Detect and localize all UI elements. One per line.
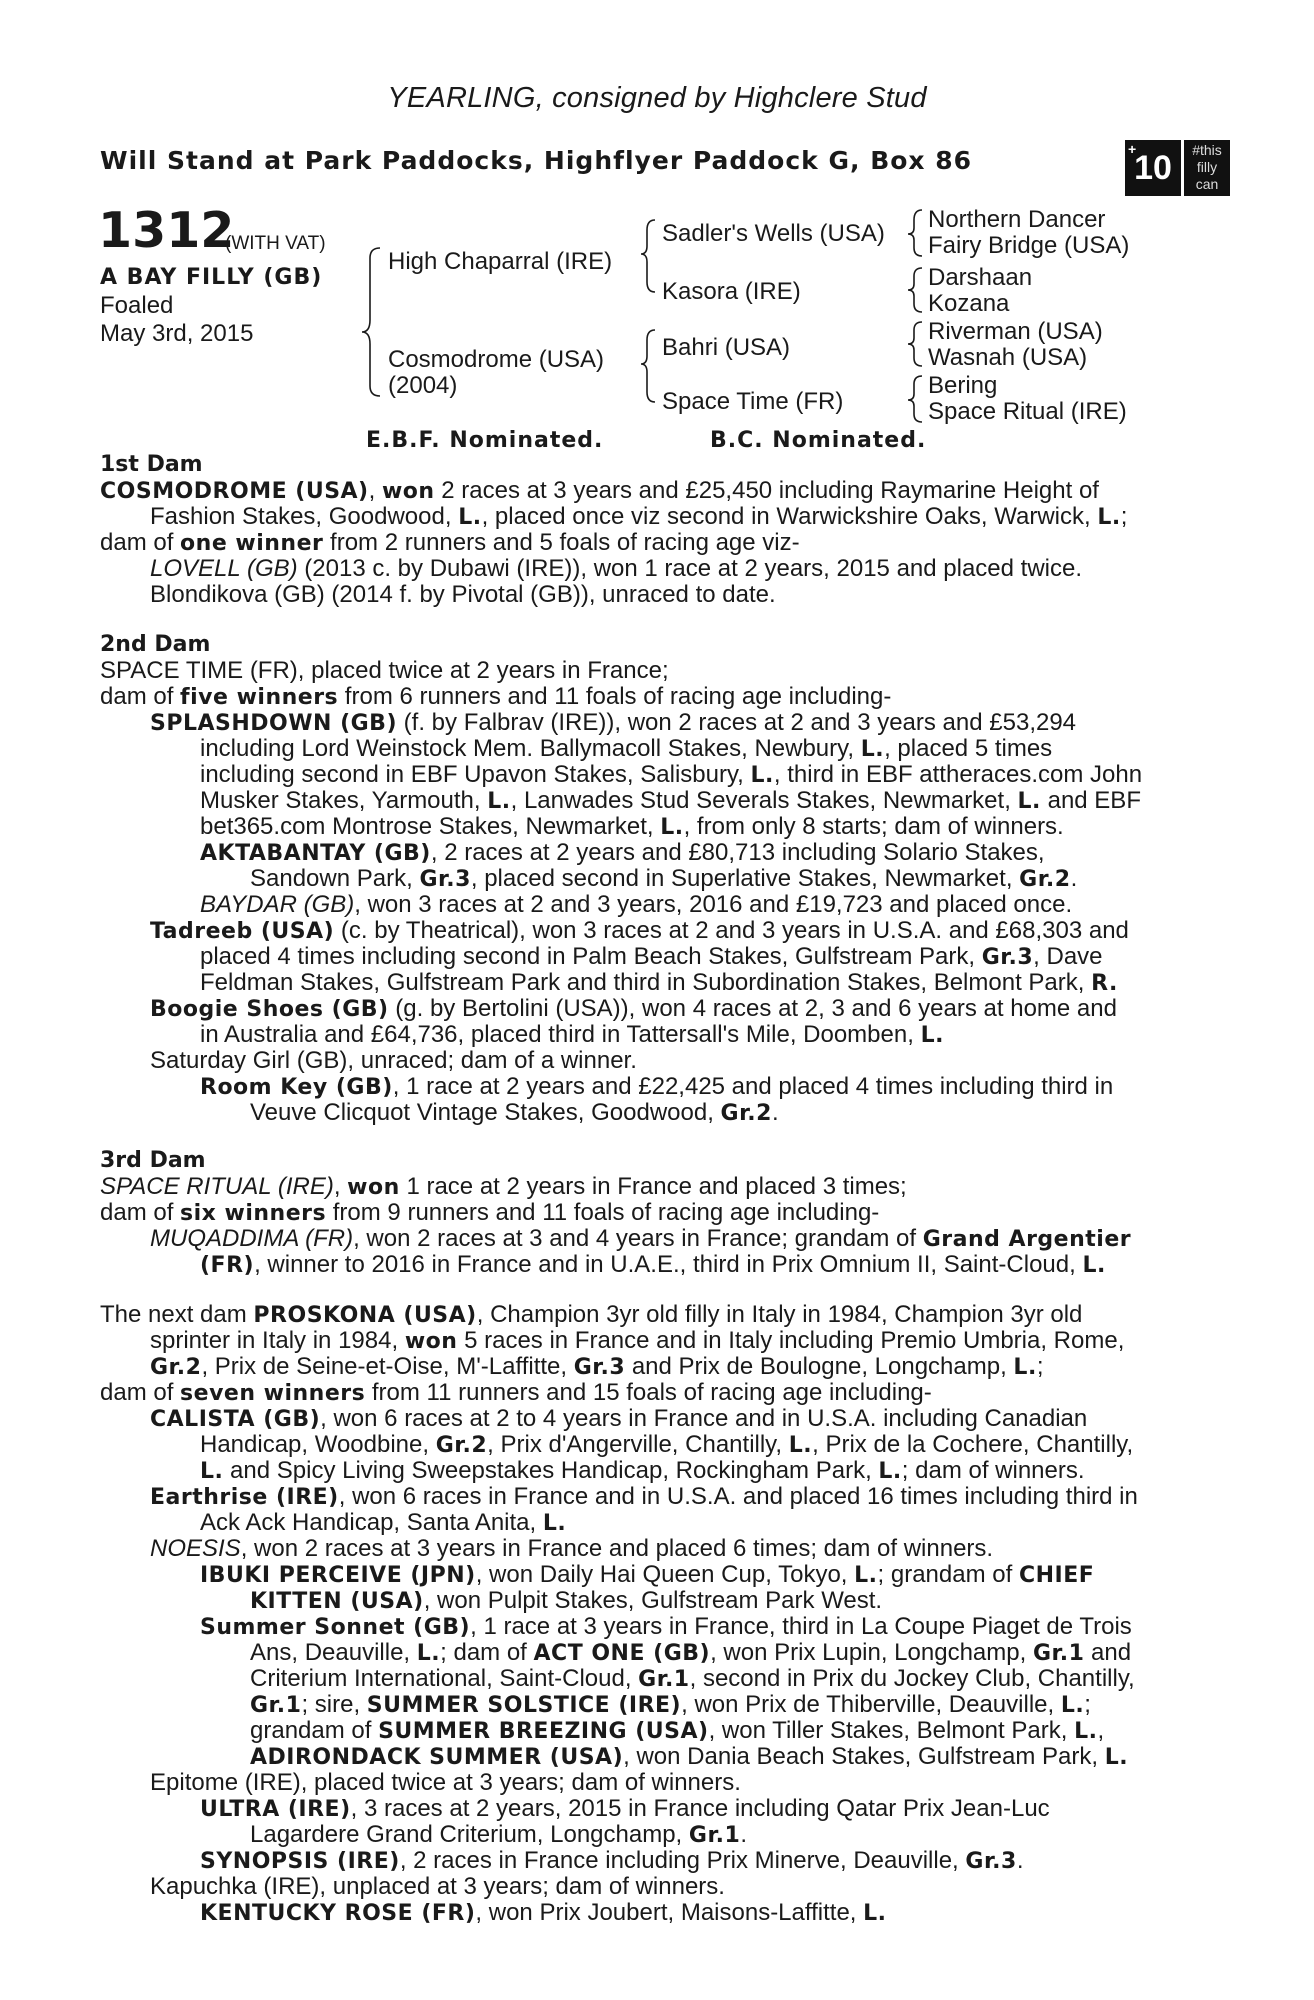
ebf-nominated: E.B.F. Nominated. xyxy=(366,428,604,453)
pedigree-dam-sire: Bahri (USA) xyxy=(662,334,791,361)
third-dam-line: (FR), winner to 2016 in France and in U.A.E., third in Prix Omnium II, Saint-Cloud, L. xyxy=(200,1251,1106,1278)
pedigree-dam-dam: Space Time (FR) xyxy=(662,388,844,415)
next-dam-line: dam of seven winners from 11 runners and 15 foals of racing age including- xyxy=(100,1379,932,1406)
second-dam-line: Sandown Park, Gr.3, placed second in Superlative Stakes, Newmarket, Gr.2. xyxy=(250,865,1078,892)
next-dam-line: CALISTA (GB), won 6 races at 2 to 4 years in France and in U.S.A. including Canadian xyxy=(150,1405,1088,1432)
first-dam-line: Fashion Stakes, Goodwood, L., placed once viz second in Warwickshire Oaks, Warwick, L.; xyxy=(150,503,1128,530)
next-dam-line: SYNOPSIS (IRE), 2 races in France including Prix Minerve, Deauville, Gr.3. xyxy=(200,1847,1024,1874)
next-dam-line: L. and Spicy Living Sweepstakes Handicap, Rockingham Park, L.; dam of winners. xyxy=(200,1457,1085,1484)
next-dam-line: KENTUCKY ROSE (FR), won Prix Joubert, Maisons-Laffitte, L. xyxy=(200,1899,887,1926)
next-dam-line: Summer Sonnet (GB), 1 race at 3 years in France, third in La Coupe Piaget de Trois xyxy=(200,1613,1132,1640)
second-dam-line: bet365.com Montrose Stakes, Newmarket, L., from only 8 starts; dam of winners. xyxy=(200,813,1064,840)
next-dam-line: Earthrise (IRE), won 6 races in France and in U.S.A. and placed 16 times including third in xyxy=(150,1483,1138,1510)
pedigree-ggp: Bering xyxy=(928,372,998,399)
second-dam-line: Musker Stakes, Yarmouth, L., Lanwades Stud Severals Stakes, Newmarket, L. and EBF xyxy=(200,787,1141,814)
pedigree-braces xyxy=(0,0,1314,440)
pedigree-ggp: Northern Dancer xyxy=(928,206,1106,233)
third-dam-heading: 3rd Dam xyxy=(100,1148,206,1173)
second-dam-line: Tadreeb (USA) (c. by Theatrical), won 3 races at 2 and 3 years in U.S.A. and £68,303 and xyxy=(150,917,1129,944)
second-dam-heading: 2nd Dam xyxy=(100,632,211,657)
foaled-label: Foaled xyxy=(100,292,174,319)
second-dam-line: SPACE TIME (FR), placed twice at 2 years in France; xyxy=(100,657,669,684)
pedigree-ggp: Darshaan xyxy=(928,264,1033,291)
next-dam-line: Lagardere Grand Criterium, Longchamp, Gr.1. xyxy=(250,1821,747,1848)
first-dam-line: LOVELL (GB) (2013 c. by Dubawi (IRE)), won 1 race at 2 years, 2015 and placed twice. xyxy=(150,555,1083,582)
first-dam-line: COSMODROME (USA), won 2 races at 3 years and £25,450 including Raymarine Height of xyxy=(100,477,1099,504)
second-dam-line: Veuve Clicquot Vintage Stakes, Goodwood, Gr.2. xyxy=(250,1099,779,1126)
pedigree-sire-dam: Kasora (IRE) xyxy=(662,278,801,305)
first-dam-line: Blondikova (GB) (2014 f. by Pivotal (GB)), unraced to date. xyxy=(150,581,776,608)
bc-nominated: B.C. Nominated. xyxy=(710,428,927,453)
foaled-date: May 3rd, 2015 xyxy=(100,320,254,347)
second-dam-line: Feldman Stakes, Gulfstream Park and third in Subordination Stakes, Belmont Park, R. xyxy=(200,969,1118,996)
second-dam-line: BAYDAR (GB), won 3 races at 2 and 3 years, 2016 and £19,723 and placed once. xyxy=(200,891,1073,918)
pedigree-ggp: Space Ritual (IRE) xyxy=(928,398,1127,425)
consignment-line: YEARLING, consigned by Highclere Stud xyxy=(387,82,927,114)
second-dam-line: including second in EBF Upavon Stakes, Salisbury, L., third in EBF attheraces.com John xyxy=(200,761,1143,788)
next-dam-line: ULTRA (IRE), 3 races at 2 years, 2015 in France including Qatar Prix Jean-Luc xyxy=(200,1795,1050,1822)
ten-badge: + 10 xyxy=(1125,140,1181,196)
second-dam-line: in Australia and £64,736, placed third in Tattersall's Mile, Doomben, L. xyxy=(200,1021,944,1048)
second-dam-line: AKTABANTAY (GB), 2 races at 2 years and £80,713 including Solario Stakes, xyxy=(200,839,1045,866)
pedigree-sire: High Chaparral (IRE) xyxy=(388,248,613,275)
second-dam-line: placed 4 times including second in Palm Beach Stakes, Gulfstream Park, Gr.3, Dave xyxy=(200,943,1103,970)
next-dam-line: Gr.2, Prix de Seine-et-Oise, M'-Laffitte, Gr.3 and Prix de Boulogne, Longchamp, L.; xyxy=(150,1353,1044,1380)
third-dam-line: MUQADDIMA (FR), won 2 races at 3 and 4 years in France; grandam of Grand Argentier xyxy=(150,1225,1132,1252)
next-dam-line: NOESIS, won 2 races at 3 years in France and placed 6 times; dam of winners. xyxy=(150,1535,994,1562)
pedigree-ggp: Riverman (USA) xyxy=(928,318,1103,345)
next-dam-line: IBUKI PERCEIVE (JPN), won Daily Hai Queen Cup, Tokyo, L.; grandam of CHIEF xyxy=(200,1561,1095,1588)
third-dam-line: SPACE RITUAL (IRE), won 1 race at 2 years in France and placed 3 times; xyxy=(100,1173,907,1200)
next-dam-line: The next dam PROSKONA (USA), Champion 3yr old filly in Italy in 1984, Champion 3yr old xyxy=(100,1301,1083,1328)
next-dam-line: Kapuchka (IRE), unplaced at 3 years; dam of winners. xyxy=(150,1873,725,1900)
next-dam-line: Handicap, Woodbine, Gr.2, Prix d'Angerville, Chantilly, L., Prix de la Cochere, Chantilly, xyxy=(200,1431,1134,1458)
next-dam-line: grandam of SUMMER BREEZING (USA), won Tiller Stakes, Belmont Park, L., xyxy=(250,1717,1105,1744)
second-dam-line: SPLASHDOWN (GB) (f. by Falbrav (IRE)), won 2 races at 2 and 3 years and £53,294 xyxy=(150,709,1077,736)
next-dam-line: sprinter in Italy in 1984, won 5 races in France and in Italy including Premio Umbria, Rome, xyxy=(150,1327,1125,1354)
pedigree-sire-sire: Sadler's Wells (USA) xyxy=(662,220,885,247)
next-dam-line: KITTEN (USA), won Pulpit Stakes, Gulfstream Park West. xyxy=(250,1587,883,1614)
second-dam-line: Saturday Girl (GB), unraced; dam of a winner. xyxy=(150,1047,637,1074)
next-dam-line: Ack Ack Handicap, Santa Anita, L. xyxy=(200,1509,567,1536)
lot-number: 1312 xyxy=(98,202,235,259)
horse-title: A BAY FILLY (GB) xyxy=(100,265,323,290)
first-dam-line: dam of one winner from 2 runners and 5 foals of racing age viz- xyxy=(100,529,800,556)
second-dam-line: dam of five winners from 6 runners and 11 foals of racing age including- xyxy=(100,683,892,710)
second-dam-line: Room Key (GB), 1 race at 2 years and £22,425 and placed 4 times including third in xyxy=(200,1073,1114,1100)
this-filly-can-tag: #this filly can xyxy=(1184,140,1230,196)
vat-note: (WITH VAT) xyxy=(225,233,326,254)
pedigree-dam: Cosmodrome (USA) xyxy=(388,346,605,373)
next-dam-line: Gr.1; sire, SUMMER SOLSTICE (IRE), won Prix de Thiberville, Deauville, L.; xyxy=(250,1691,1091,1718)
pedigree-ggp: Fairy Bridge (USA) xyxy=(928,232,1130,259)
second-dam-line: Boogie Shoes (GB) (g. by Bertolini (USA)), won 4 races at 2, 3 and 6 years at home and xyxy=(150,995,1117,1022)
next-dam-line: ADIRONDACK SUMMER (USA), won Dania Beach Stakes, Gulfstream Park, L. xyxy=(250,1743,1129,1770)
pedigree-dam-year: (2004) xyxy=(388,372,458,399)
location-line: Will Stand at Park Paddocks, Highflyer Paddock G, Box 86 xyxy=(100,146,973,175)
pedigree-ggp: Wasnah (USA) xyxy=(928,344,1088,371)
first-dam-heading: 1st Dam xyxy=(100,452,203,477)
third-dam-line: dam of six winners from 9 runners and 11 foals of racing age including- xyxy=(100,1199,880,1226)
next-dam-line: Ans, Deauville, L.; dam of ACT ONE (GB), won Prix Lupin, Longchamp, Gr.1 and xyxy=(250,1639,1132,1666)
next-dam-line: Criterium International, Saint-Cloud, Gr.1, second in Prix du Jockey Club, Chantilly, xyxy=(250,1665,1135,1692)
next-dam-line: Epitome (IRE), placed twice at 3 years; dam of winners. xyxy=(150,1769,741,1796)
second-dam-line: including Lord Weinstock Mem. Ballymacoll Stakes, Newbury, L., placed 5 times xyxy=(200,735,1053,762)
pedigree-ggp: Kozana xyxy=(928,290,1010,317)
